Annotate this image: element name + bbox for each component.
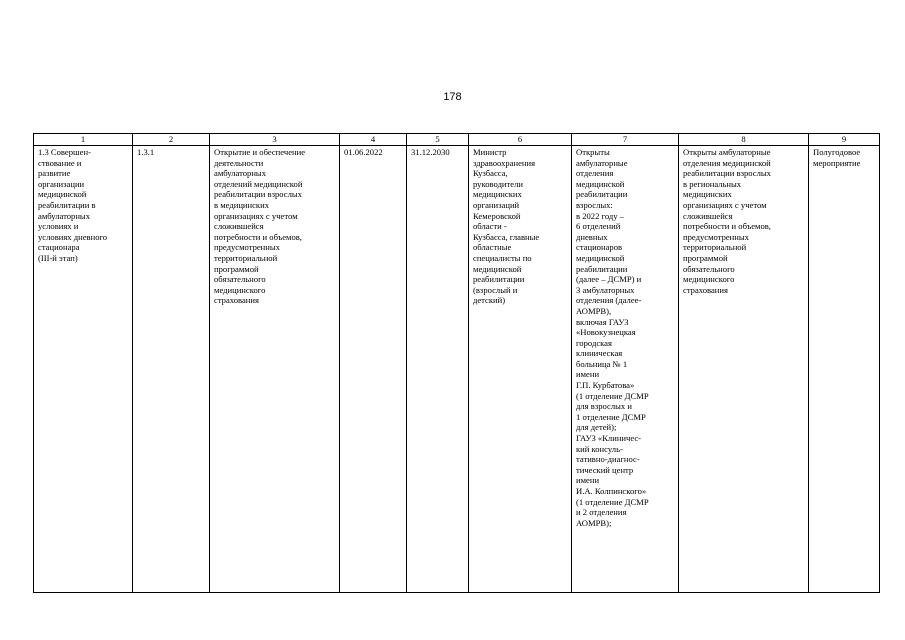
cell-text-line: (1 отделение ДСМР xyxy=(576,496,649,507)
cell-frequency xyxy=(809,146,880,593)
cell-text-line: организаций xyxy=(473,199,520,210)
cell-text-line: для детей); xyxy=(576,422,617,433)
cell-text-line: реабилитации взрослых xyxy=(214,189,302,200)
cell-text-line: 6 отделений xyxy=(576,221,621,232)
cell-text-line: стационара xyxy=(38,242,80,253)
cell-text-line: амбулаторные xyxy=(576,157,628,168)
cell-text-line: Г.П. Курбатова» xyxy=(576,380,635,391)
cell-responsible xyxy=(469,146,572,593)
cell-text-line: программой xyxy=(214,263,259,274)
cell-text-line: реабилитации в xyxy=(38,199,96,210)
cell-expected-outcome xyxy=(679,146,809,593)
cell-text-line: руководители xyxy=(473,178,523,189)
cell-text-line: организации xyxy=(38,178,85,189)
cell-text-line: деятельности xyxy=(214,157,264,168)
column-number-6: 6 xyxy=(469,134,572,146)
cell-text-line: И.А. Колпинского» xyxy=(576,486,647,496)
cell-text-line: клиническая xyxy=(576,348,623,359)
cell-text-line: тический центр xyxy=(576,464,634,475)
cell-text-line: реабилитации xyxy=(473,274,525,285)
cell-text-line: Открыты xyxy=(576,147,610,157)
cell-text-line: тативно-диагнос- xyxy=(576,454,640,465)
cell-text-line: детский) xyxy=(473,295,506,306)
cell-activity-name xyxy=(210,146,340,593)
cell-text-line: условиях и xyxy=(38,221,79,232)
cell-text-line: Кемеровской xyxy=(473,210,521,221)
cell-text-line: территориальной xyxy=(683,242,747,253)
cell-text-line: 1 отделение ДСМР xyxy=(576,411,646,422)
cell-text-line: реабилитации xyxy=(576,263,628,274)
column-number-4: 4 xyxy=(340,134,407,146)
cell-text-line: Открытие и обеспечение xyxy=(214,147,306,157)
cell-text-line: медицинской xyxy=(576,252,625,263)
cell-text-line: (взрослый и xyxy=(473,284,518,295)
column-number-3: 3 xyxy=(210,134,340,146)
cell-text-line: области - xyxy=(473,221,507,232)
cell-text-line: (1 отделение ДСМР xyxy=(576,390,649,401)
cell-text-line: АОМРВ), xyxy=(576,305,612,316)
column-number-5: 5 xyxy=(407,134,469,146)
cell-text-line: страхования xyxy=(683,284,728,295)
cell-text-line: мероприятие xyxy=(813,157,861,168)
cell-text-line: обязательного xyxy=(683,263,735,274)
cell-text-line: отделения медицинской xyxy=(683,157,771,168)
cell-text-line: 1.3 Совершен- xyxy=(38,147,91,157)
cell-text-line: 3 амбулаторных xyxy=(576,284,635,295)
cell-text-line: и 2 отделения xyxy=(576,507,627,518)
cell-text-line: в медицинских xyxy=(214,199,269,210)
cell-text-line: 31.12.2030 xyxy=(411,147,450,157)
cell-section-title xyxy=(34,146,133,593)
cell-text-line: медицинских xyxy=(473,189,522,200)
table-header-row xyxy=(34,134,880,146)
cell-text-line: Кузбасса, главные xyxy=(473,231,540,242)
cell-text-line: амбулаторных xyxy=(38,210,91,221)
column-number-8: 8 xyxy=(679,134,809,146)
cell-text-line: медицинского xyxy=(214,284,266,295)
cell-text-line: в 2022 году – xyxy=(576,210,625,221)
cell-text-line: отделения xyxy=(576,168,614,179)
cell-text-line: амбулаторных xyxy=(214,168,267,179)
cell-text-line: Кузбасса, xyxy=(473,168,508,179)
column-number-7: 7 xyxy=(572,134,679,146)
cell-text-line: потребности и объемов, xyxy=(683,221,771,232)
cell-text-line: ствование и xyxy=(38,157,82,168)
cell-text-line: здравоохранения xyxy=(473,157,536,168)
cell-text-line: (далее – ДСМР) и xyxy=(576,274,642,285)
cell-text-line: специалисты по xyxy=(473,252,532,263)
cell-text-line: медицинских xyxy=(683,189,732,200)
cell-text-line: больница № 1 xyxy=(576,358,628,369)
cell-text-line: АОМРВ); xyxy=(576,517,612,528)
table-row xyxy=(34,146,880,593)
cell-text-line: потребности и объемов, xyxy=(214,231,302,242)
cell-text-line: дневных xyxy=(576,231,608,242)
cell-text-line: организациях с учетом xyxy=(683,199,767,210)
cell-text-line: реабилитации xyxy=(576,189,628,200)
cell-text-line: медицинской xyxy=(473,263,522,274)
cell-text-line: сложившейся xyxy=(683,210,733,221)
cell-text-line: предусмотренных xyxy=(214,242,280,253)
column-number-2: 2 xyxy=(133,134,210,146)
cell-item-number xyxy=(133,146,210,593)
cell-text-line: медицинской xyxy=(38,189,87,200)
cell-text-line: отделений медицинской xyxy=(214,178,303,189)
cell-text-line: кий консуль- xyxy=(576,443,623,454)
cell-text-line: стационаров xyxy=(576,242,623,253)
cell-text-line: программой xyxy=(683,252,728,263)
cell-text-line: организациях с учетом xyxy=(214,210,298,221)
column-number-9: 9 xyxy=(809,134,880,146)
cell-end-date xyxy=(407,146,469,593)
activity-table xyxy=(33,133,880,593)
cell-text-line: включая ГАУЗ xyxy=(576,316,629,327)
cell-text-line: Министр xyxy=(473,147,507,157)
cell-text-line: «Новокузнецкая xyxy=(576,327,636,338)
cell-text-line: Открыты амбулаторные xyxy=(683,147,771,157)
cell-text-line: для взрослых и xyxy=(576,401,632,412)
cell-start-date xyxy=(340,146,407,593)
cell-text-line: ГАУЗ «Клиничес- xyxy=(576,433,642,444)
cell-text-line: 01.06.2022 xyxy=(344,147,383,157)
cell-text-line: 1.3.1 xyxy=(137,147,155,157)
cell-text-line: отделения (далее- xyxy=(576,295,642,306)
cell-text-line: в региональных xyxy=(683,178,742,189)
cell-text-line: взрослых: xyxy=(576,199,613,210)
cell-text-line: имени xyxy=(576,369,600,380)
cell-text-line: медицинского xyxy=(683,274,735,285)
cell-text-line: городская xyxy=(576,337,612,348)
cell-text-line: предусмотренных xyxy=(683,231,749,242)
cell-text-line: условиях дневного xyxy=(38,231,108,242)
cell-text-line: Полугодовое xyxy=(813,147,861,157)
column-number-1: 1 xyxy=(34,134,133,146)
cell-text-line: страхования xyxy=(214,295,259,306)
cell-text-line: обязательного xyxy=(214,274,266,285)
cell-text-line: областные xyxy=(473,242,512,253)
cell-text-line: имени xyxy=(576,475,600,486)
cell-text-line: (III-й этап) xyxy=(38,252,78,263)
cell-result xyxy=(572,146,679,593)
page-number: 178 xyxy=(443,91,462,103)
cell-text-line: медицинской xyxy=(576,178,625,189)
cell-text-line: территориальной xyxy=(214,252,278,263)
cell-text-line: развитие xyxy=(38,168,71,179)
cell-text-line: реабилитации взрослых xyxy=(683,168,771,179)
cell-text-line: сложившейся xyxy=(214,221,264,232)
